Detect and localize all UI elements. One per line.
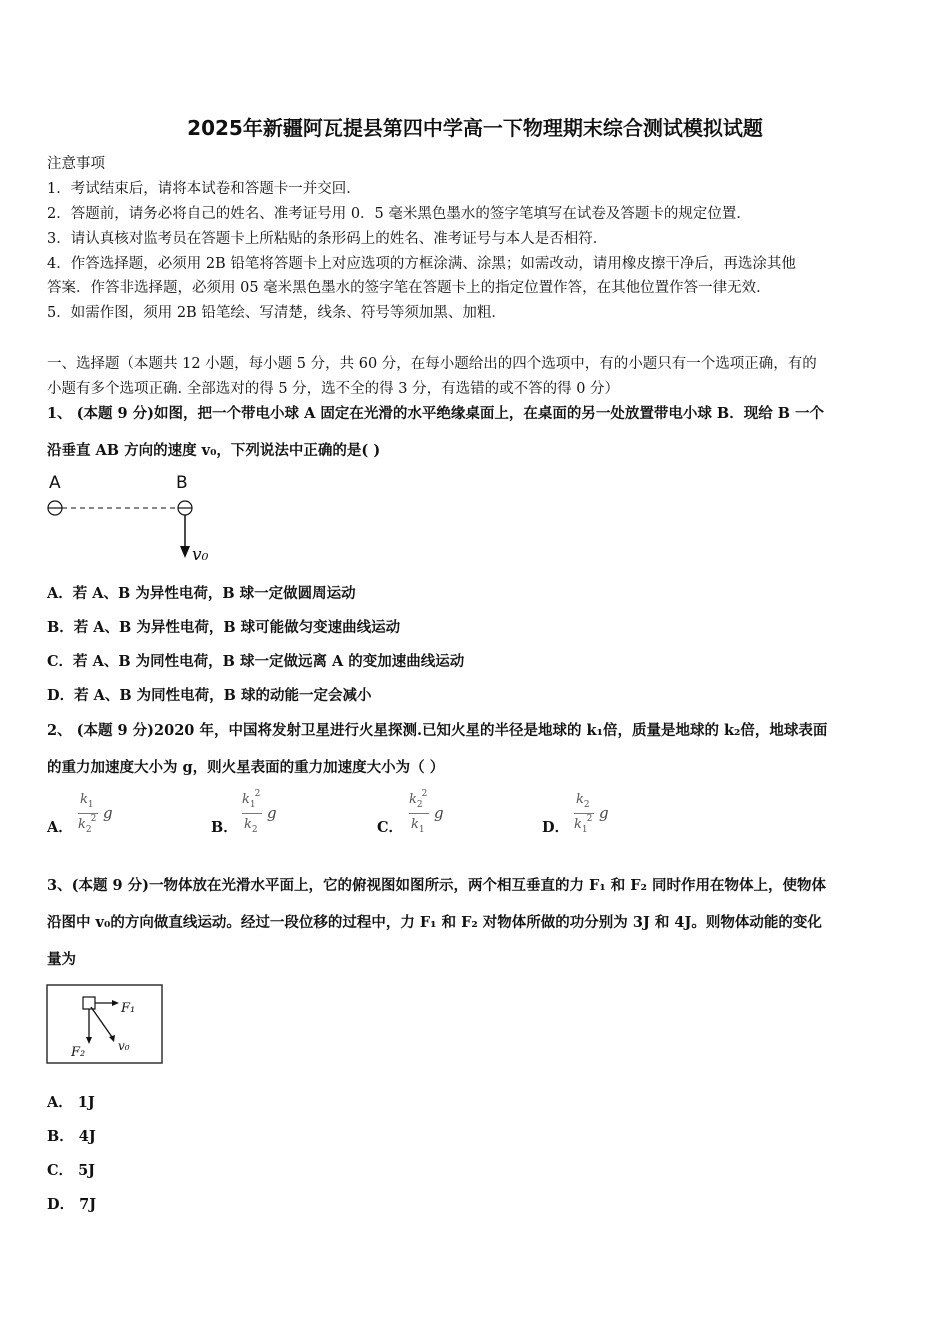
frac-den: k: [244, 817, 252, 832]
frac-g: g: [599, 804, 609, 822]
velocity-arrow-head: [180, 546, 190, 558]
frac-num: k: [80, 792, 88, 807]
label-b: B: [176, 473, 188, 493]
fraction-bar: [409, 813, 429, 814]
frac-num: k: [242, 792, 250, 807]
label-v0: v₀: [118, 1039, 130, 1053]
f2-arrow-head: [86, 1037, 92, 1044]
question-2-stem-cont: 的重力加速度大小为 g，则火星表面的重力加速度大小为（ ）: [47, 759, 445, 776]
question-2-option-a-label: A．: [47, 819, 73, 836]
question-3-option-c: C． 5J: [47, 1162, 96, 1179]
label-f2: F₂: [71, 1045, 86, 1060]
frac-num-sub: 1: [249, 800, 256, 810]
question-2-option-d-label: D．: [542, 819, 570, 836]
question-3-stem-cont: 沿图中 v₀的方向做直线运动。经过一段位移的过程中，力 F₁ 和 F₂ 对物体所做的功分别为 3J 和 4J。则物体动能的变化: [47, 914, 822, 931]
frac-den: k: [411, 817, 419, 832]
fraction-a: [78, 792, 118, 840]
question-1-option-b: B．若 A、B 为异性电荷，B 球可能做匀变速曲线运动: [47, 619, 401, 636]
object-square: [83, 997, 95, 1009]
question-2-option-c-label: C．: [377, 819, 404, 836]
question-1-stem: 1、 (本题 9 分)如图，把一个带电小球 A 固定在光滑的水平绝缘桌面上，在桌面的另一处放置带电小球 B．现给 B 一个: [47, 405, 825, 422]
frac-num: k: [409, 792, 417, 807]
frac-den-sub: 1: [581, 825, 588, 835]
fraction-c: [409, 789, 449, 840]
question-3-stem: 3、(本题 9 分)一物体放在光滑水平面上，它的俯视图如图所示，两个相互垂直的力 F₁ 和 F₂ 同时作用在物体上，使物体: [47, 877, 826, 894]
frac-num-sub: 2: [583, 800, 590, 810]
label-a: A: [49, 473, 61, 493]
frac-num-sub: 1: [87, 800, 94, 810]
section-heading-cont: 小题有多个选项正确. 全部选对的得 5 分，选不全的得 3 分，有选错的或不答的得 0 分）: [47, 381, 620, 397]
frac-den: k: [78, 817, 86, 832]
frac-den-sub: 1: [418, 825, 425, 835]
frac-num: k: [576, 792, 584, 807]
frac-num-sup: 2: [254, 789, 261, 799]
v0-arrow-head: [109, 1035, 115, 1042]
question-3-option-a: A． 1J: [47, 1094, 95, 1111]
frac-num-sub: 2: [416, 800, 423, 810]
f1-arrow-head: [112, 1000, 119, 1006]
notice-item: 5．如需作图，须用 2B 铅笔绘、写清楚，线条、符号等须加黑、加粗．: [47, 305, 506, 321]
notice-item: 2．答题前，请务必将自己的姓名、准考证号用 0．5 毫米黑色墨水的签字笔填写在试卷及答题卡的规定位置．: [47, 206, 751, 222]
notice-heading: 注意事项: [47, 156, 105, 172]
section-heading: 一、选择题（本题共 12 小题，每小题 5 分，共 60 分，在每小题给出的四个选项中，有的小题只有一个选项正确，有的: [47, 356, 817, 372]
notice-item: 4．作答选择题，必须用 2B 铅笔将答题卡上对应选项的方框涂满、涂黑；如需改动，请用橡皮擦干净后，再选涂其他: [47, 256, 796, 272]
notice-item: 1．考试结束后，请将本试卷和答题卡一并交回．: [47, 181, 361, 197]
question-1-option-d: D．若 A、B 为同性电荷，B 球的动能一定会减小: [47, 687, 372, 704]
notice-item: 答案．作答非选择题，必须用 05 毫米黑色墨水的签字笔在答题卡上的指定位置作答，在其他位置作答一律无效．: [47, 280, 771, 296]
fraction-b: [242, 789, 282, 840]
question-3-option-d: D． 7J: [47, 1196, 97, 1213]
fraction-bar: [242, 813, 262, 814]
frac-den-sup: 2: [90, 814, 97, 824]
frac-g: g: [434, 804, 444, 822]
charge-diagram: [40, 468, 240, 572]
fraction-d: [574, 792, 614, 840]
frac-den-sub: 2: [85, 825, 92, 835]
question-1-stem-cont: 沿垂直 AB 方向的速度 v₀，下列说法中正确的是( ): [47, 442, 381, 459]
label-v0: v₀: [192, 545, 209, 565]
question-1-option-c: C．若 A、B 为同性电荷，B 球一定做远离 A 的变加速曲线运动: [47, 653, 465, 670]
question-2-option-b-label: B．: [211, 819, 238, 836]
frac-g: g: [267, 804, 277, 822]
question-1-option-a: A．若 A、B 为异性电荷，B 球一定做圆周运动: [47, 585, 356, 602]
frac-den-sub: 2: [251, 825, 258, 835]
frac-den: k: [574, 817, 582, 832]
page-title: 2025年新疆阿瓦提县第四中学高一下物理期末综合测试模拟试题: [187, 116, 763, 140]
diagram-frame: [47, 985, 162, 1063]
frac-g: g: [103, 804, 113, 822]
question-3-stem-cont2: 量为: [47, 951, 76, 968]
frac-den-sup: 2: [586, 814, 593, 824]
v0-line: [91, 1007, 112, 1037]
frac-num-sup: 2: [421, 789, 428, 799]
label-f1: F₁: [121, 1001, 136, 1016]
force-diagram: [46, 984, 166, 1066]
question-3-option-b: B． 4J: [47, 1128, 96, 1145]
question-2-stem: 2、 (本题 9 分)2020 年，中国将发射卫星进行火星探测.已知火星的半径是地球的 k₁倍，质量是地球的 k₂倍，地球表面: [47, 722, 828, 739]
notice-item: 3．请认真核对监考员在答题卡上所粘贴的条形码上的姓名、准考证号与本人是否相符．: [47, 231, 608, 247]
